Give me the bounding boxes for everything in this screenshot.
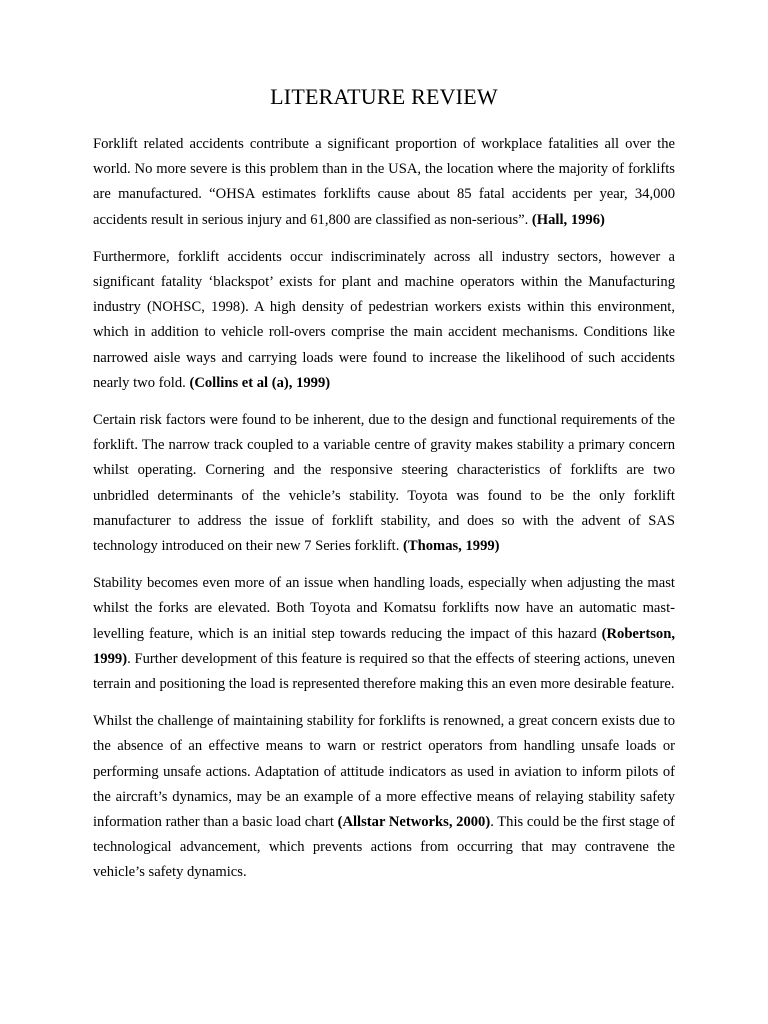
paragraph-tail: . Further development of this feature is required so that the effects of steering actions, uneven terrain and positioning the load is represented therefore making this an even more desirable feature. — [93, 650, 675, 693]
paragraph-text: Stability becomes even more of an issue when handling loads, especially when adjusting the mast whilst the forks are elevated. Both Toyota and Komatsu forklifts now have an automatic mast-levelling feature, which is an initial step towards reducing the impact of this hazard — [93, 575, 675, 642]
paragraph-2 — [93, 245, 675, 396]
citation: (Allstar Networks, 2000) — [337, 814, 491, 831]
paragraph-text: Forklift related accidents contribute a significant proportion of workplace fatalities all over the world. No more severe is this problem than in the USA, the location where the majority of forklifts are manufactured. “OHSA estimates forklifts cause about 85 fatal accidents per year, 34,000 accidents result in serious injury and 61,800 are classified as non-serious”. — [93, 136, 675, 228]
paragraph-text: Whilst the challenge of maintaining stability for forklifts is renowned, a great concern exists due to the absence of an effective means to warn or restrict operators from handling unsafe loads or performing unsafe actions. Adaptation of attitude indicators as used in aviation to inform pilots of the aircraft’s dynamics, may be an example of a more effective means of relaying stability safety information rather than a basic load chart — [93, 713, 675, 831]
paragraph-1 — [93, 132, 675, 233]
citation: (Hall, 1996) — [531, 211, 605, 228]
paragraph-4 — [93, 571, 675, 697]
paragraph-tail: . This could be the first stage of technological advancement, which prevents actions from occurring that may contravene the vehicle’s safety dynamics. — [93, 814, 675, 881]
page-title: LITERATURE REVIEW — [270, 84, 498, 109]
citation: (Collins et al (a), 1999) — [189, 374, 331, 391]
paragraph-text: Furthermore, forklift accidents occur indiscriminately across all industry sectors, however a significant fatality ‘blackspot’ exists for plant and machine operators within the Manufacturing industry (NOHSC, 1998). A high density of pedestrian workers exists within this environment, which in addition to vehicle roll-overs comprise the main accident mechanisms. Conditions like narrowed aisle ways and carrying loads were found to increase the likelihood of such accidents nearly two fold. — [93, 248, 675, 391]
paragraph-3 — [93, 408, 675, 559]
citation: (Thomas, 1999) — [403, 538, 500, 555]
paragraph-5 — [93, 709, 675, 885]
citation: (Robertson, 1999) — [93, 625, 675, 667]
paragraph-text: Certain risk factors were found to be inherent, due to the design and functional requirements of the forklift. The narrow track coupled to a variable centre of gravity makes stability a primary concern whilst operating. Cornering and the responsive steering characteristics of forklifts are two unbridled determinants of the vehicle’s stability. Toyota was found to be the only forklift manufacturer to address the issue of forklift stability, and does so with the advent of SAS technology introduced on their new 7 Series forklift. — [93, 412, 675, 555]
